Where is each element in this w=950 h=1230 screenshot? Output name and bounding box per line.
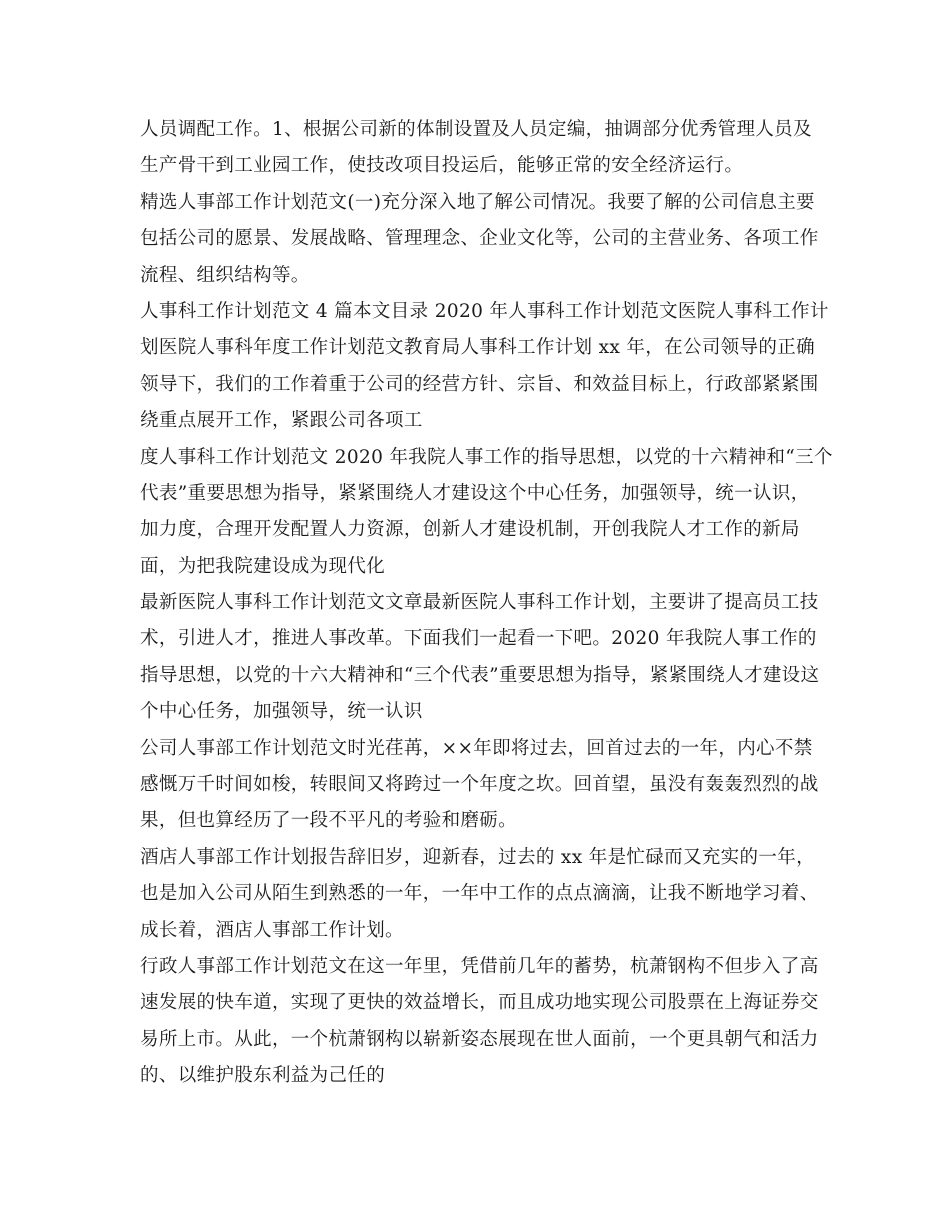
paragraph bbox=[140, 731, 840, 840]
text-line: 精选人事部工作计划范文(一)充分深入地了解公司情况。我要了解的公司信息主要 bbox=[140, 191, 815, 213]
text-line: 度人事科工作计划范文 2020 年我院人事工作的指导思想，以党的十六精神和“三个 bbox=[140, 446, 833, 468]
text-line: 行政人事部工作计划范文在这一年里，凭借前几年的蓄势，杭萧钢构不但步入了高 bbox=[140, 955, 819, 977]
text-line: 公司人事部工作计划范文时光荏苒，××年即将过去，回首过去的一年，内心不禁 bbox=[140, 737, 813, 759]
text-line: 酒店人事部工作计划报告辞旧岁，迎新春，过去的 xx 年是忙碌而又充实的一年， bbox=[140, 846, 815, 868]
text-line: 人员调配工作。1、根据公司新的体制设置及人员定编，抽调部分优秀管理人员及 bbox=[140, 119, 812, 140]
text-line: 加力度，合理开发配置人力资源，创新人才建设机制，开创我院人才工作的新局 bbox=[140, 519, 800, 541]
paragraph bbox=[140, 840, 840, 949]
text-line: 包括公司的愿景、发展战略、管理理念、企业文化等，公司的主营业务、各项工作 bbox=[140, 228, 819, 250]
text-line: 代表”重要思想为指导，紧紧围绕人才建设这个中心任务，加强领导，统一认识， bbox=[140, 482, 810, 504]
text-line: 易所上市。从此，一个杭萧钢构以崭新姿态展现在世人面前，一个更具朝气和活力 bbox=[140, 1028, 819, 1050]
text-line: 最新医院人事科工作计划范文文章最新医院人事科工作计划，主要讲了提高员工技 bbox=[140, 592, 819, 614]
text-line: 感慨万千时间如梭，转眼间又将跨过一个年度之坎。回首望，虽没有轰轰烈烈的战 bbox=[140, 774, 819, 796]
paragraph bbox=[140, 112, 840, 185]
paragraph bbox=[140, 185, 840, 294]
text-line: 流程、组织结构等。 bbox=[140, 264, 310, 286]
document-body bbox=[140, 112, 840, 1095]
text-line: 也是加入公司从陌生到熟悉的一年，一年中工作的点点滴滴，让我不断地学习着、 bbox=[140, 883, 819, 905]
paragraph bbox=[140, 440, 840, 586]
text-line: 个中心任务，加强领导，统一认识 bbox=[140, 701, 423, 723]
text-line: 面，为把我院建设成为现代化 bbox=[140, 555, 386, 577]
text-line: 术，引进人才，推进人事改革。下面我们一起看一下吧。2020 年我院人事工作的 bbox=[140, 628, 817, 650]
paragraph bbox=[140, 585, 840, 731]
paragraph bbox=[140, 949, 840, 1095]
text-line: 果，但也算经历了一段不平凡的考验和磨砺。 bbox=[140, 810, 518, 832]
text-line: 速发展的快车道，实现了更快的效益增长，而且成功地实现公司股票在上海证券交 bbox=[140, 992, 819, 1014]
text-line: 绕重点展开工作，紧跟公司各项工 bbox=[140, 410, 423, 432]
text-line: 生产骨干到工业园工作，使技改项目投运后，能够正常的安全经济运行。 bbox=[140, 155, 744, 177]
text-line: 领导下，我们的工作着重于公司的经营方针、宗旨、和效益目标上，行政部紧紧围 bbox=[140, 373, 819, 395]
text-line: 指导思想，以党的十六大精神和“三个代表”重要思想为指导，紧紧围绕人才建设这 bbox=[140, 664, 820, 686]
text-line: 划医院人事科年度工作计划范文教育局人事科工作计划 xx 年，在公司领导的正确 bbox=[140, 337, 815, 359]
text-line: 人事科工作计划范文 4 篇本文目录 2020 年人事科工作计划范文医院人事科工作计 bbox=[140, 300, 829, 322]
text-line: 的、以维护股东利益为己任的 bbox=[140, 1065, 386, 1087]
text-line: 成长着，酒店人事部工作计划。 bbox=[140, 919, 404, 941]
paragraph bbox=[140, 294, 840, 440]
